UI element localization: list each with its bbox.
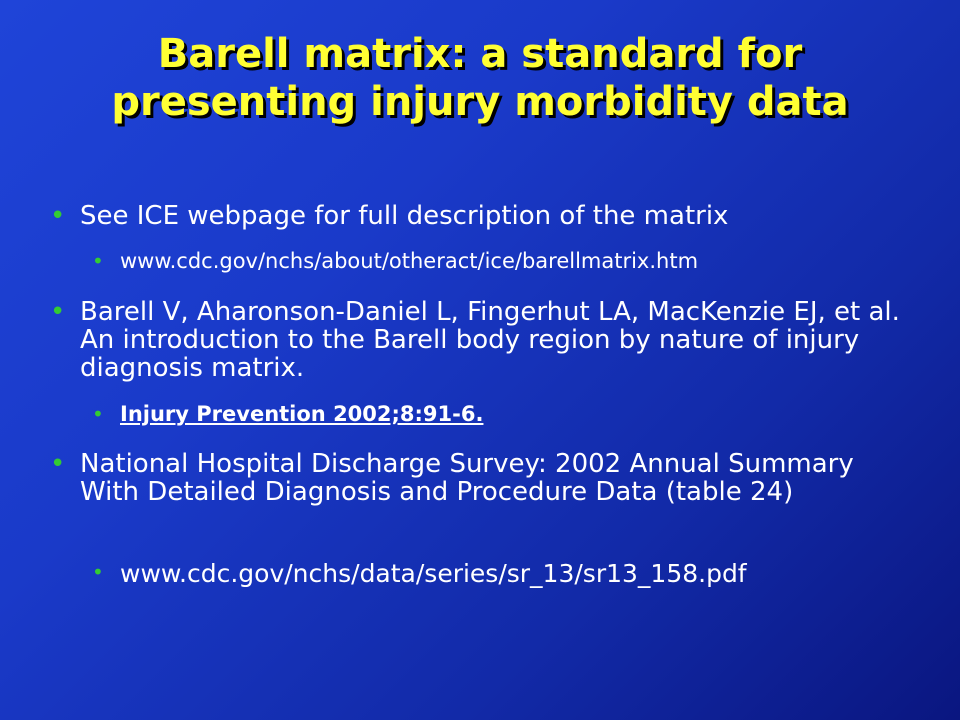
bullet-item: [50, 450, 920, 506]
bullet-dot-icon: •: [50, 449, 66, 479]
bullet-text: See ICE webpage for full description of the matrix: [80, 201, 729, 231]
sub-bullet-dot-icon: •: [92, 249, 104, 273]
sub-bullet-text: www.cdc.gov/nchs/about/otheract/ice/barellmatrix.htm: [120, 249, 699, 273]
sub-bullet-dot-icon: •: [92, 402, 104, 426]
bullet-text: Barell V, Aharonson-Daniel L, Fingerhut LA, MacKenzie EJ, et al. An introduction to the Barell body region by nature of injury diagnosis matrix.: [80, 297, 900, 383]
sub-bullet-dot-icon: •: [92, 560, 104, 584]
citation-link[interactable]: Injury Prevention 2002;8:91-6.: [120, 402, 484, 426]
slide-title: Barell matrix: a standard for presenting injury morbidity data: [111, 31, 849, 125]
sub-bullet-item: [92, 402, 920, 426]
bullet-item: [50, 298, 920, 382]
sub-bullet-text: www.cdc.gov/nchs/data/series/sr_13/sr13_158.pdf: [120, 559, 747, 588]
sub-bullet-item: [92, 249, 920, 273]
bullet-dot-icon: •: [50, 201, 66, 231]
sub-bullet-item: [92, 560, 920, 588]
bullet-text: National Hospital Discharge Survey: 2002 Annual Summary With Detailed Diagnosis and Procedure Data (table 24): [80, 449, 854, 507]
bullet-dot-icon: •: [50, 297, 66, 327]
bullet-item: [50, 202, 920, 230]
